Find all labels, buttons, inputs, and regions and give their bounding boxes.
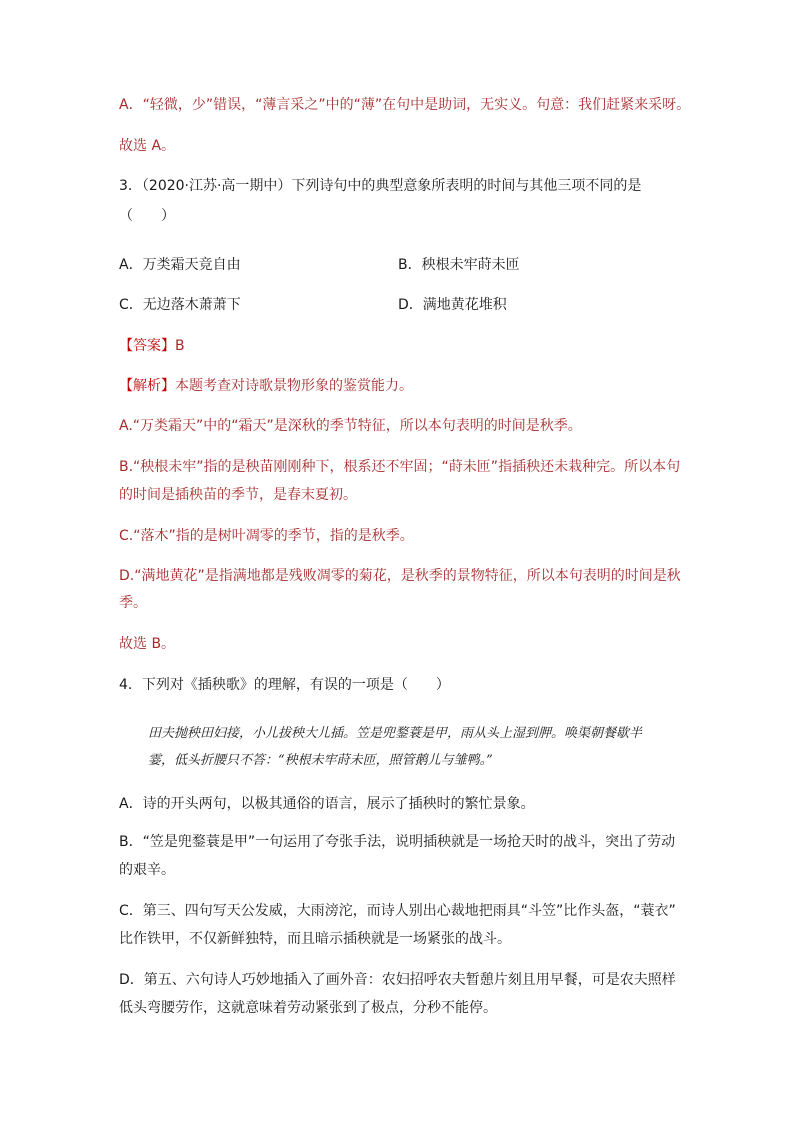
q3-explanation-d-1: D.“满地黄花”是指满地都是残败凋零的菊花，是秋季的景物特征，所以本句表明的时间是秋 — [119, 568, 681, 584]
q3-stem: 3．（2020·江苏·高一期中）下列诗句中的典型意象所表明的时间与其他三项不同的是 — [119, 178, 642, 194]
q3-explanation-b-2: 的时间是插秧苗的季节，是春末夏初。 — [119, 487, 357, 503]
q4-option-c-2: 比作铁甲，不仅新鲜独特，而且暗示插秧就是一场紧张的战斗。 — [119, 931, 511, 947]
q3-explanation-d-2: 季。 — [119, 595, 147, 611]
q3-option-c: C．无边落木萧萧下 — [119, 297, 241, 313]
q4-option-b-1: B．“笠是兜鍪蓑是甲”一句运用了夸张手法，说明插秧就是一场抢天时的战斗，突出了劳动 — [119, 834, 676, 850]
q3-explanation-b-1: B.“秧根未牢”指的是秧苗刚刚种下，根系还不牢固；“莳未匝”指插秧还未栽种完。所以本句 — [119, 459, 681, 475]
analysis-text: 本题考查对诗歌景物形象的鉴赏能力。 — [175, 378, 413, 394]
q4-option-b-2: 的艰辛。 — [119, 862, 175, 878]
q3-analysis-line — [119, 376, 413, 396]
q4-stem: 4．下列对《插秧歌》的理解，有误的一项是（ ） — [119, 677, 450, 693]
q3-option-b: B．秧根未牢莳未匝 — [398, 257, 520, 273]
analysis-tag: 【解析】 — [119, 378, 175, 394]
q3-explanation-c: C.“落木”指的是树叶凋零的季节，指的是秋季。 — [119, 528, 414, 544]
q2-explanation-a: A．“轻微，少”错误，“薄言采之”中的“薄”在句中是助词，无实义。句意：我们赶紧来采呀。 — [119, 97, 691, 113]
q3-option-d: D．满地黄花堆积 — [398, 297, 507, 313]
q2-choose-line: 故选 A。 — [119, 138, 176, 154]
answer-tag: 【答案】 — [119, 338, 175, 354]
q3-choose-line: 故选 B。 — [119, 636, 176, 652]
q4-option-c-1: C．第三、四句写天公发威，大雨滂沱，而诗人别出心裁地把雨具“斗笠”比作头盔，“蓑衣” — [119, 903, 676, 919]
answer-value: B — [175, 338, 185, 354]
q4-option-d-1: D．第五、六句诗人巧妙地插入了画外音：农妇招呼农夫暂憩片刻且用早餐，可是农夫照样 — [119, 972, 676, 988]
q4-poem-line-1: 田夫抛秧田妇接，小儿拔秧大儿插。笠是兜鍪蓑是甲，雨从头上湿到胛。唤渠朝餐歇半 — [148, 726, 643, 741]
q3-answer-line — [119, 336, 185, 356]
q3-paren: （ ） — [119, 208, 175, 224]
q3-option-a: A．万类霜天竞自由 — [119, 257, 241, 273]
q4-option-a: A．诗的开头两句，以极其通俗的语言，展示了插秧时的繁忙景象。 — [119, 796, 535, 812]
q4-option-d-2: 低头弯腰劳作，这就意味着劳动紧张到了极点，分秒不能停。 — [119, 1000, 497, 1016]
q3-explanation-a: A.“万类霜天”中的“霜天”是深秋的季节特征，所以本句表明的时间是秋季。 — [119, 418, 582, 434]
q4-poem-line-2: 霎，低头折腰只不答：“秧根未牢莳未匝，照管鹅儿与雏鸭。” — [148, 753, 493, 768]
